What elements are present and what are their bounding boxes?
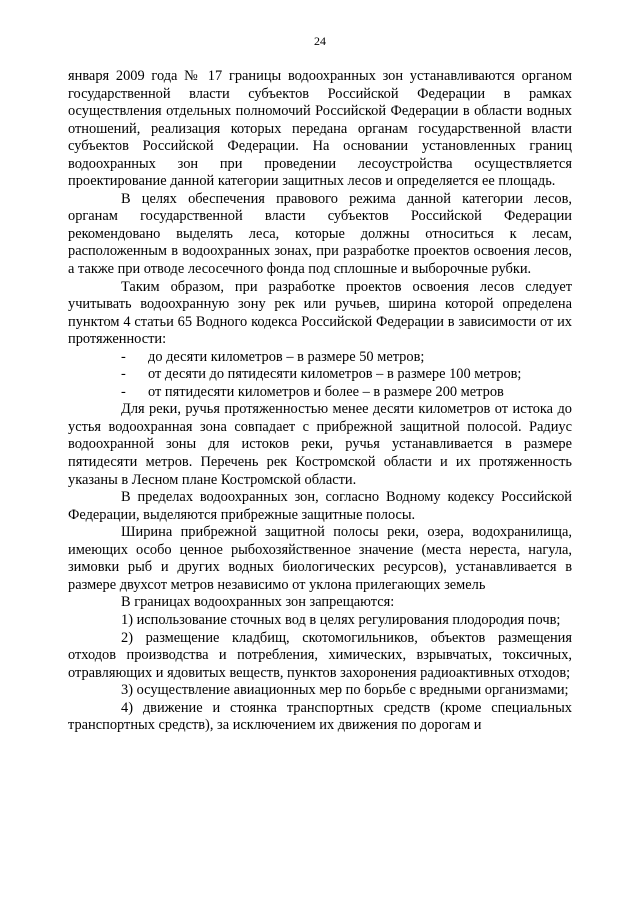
dash-list-item-text: от десяти до пятидесяти километров – в размере 100 метров;	[148, 366, 522, 383]
dash-marker: -	[121, 366, 126, 383]
dash-list-item-text: от пятидесяти километров и более – в размере 200 метров	[148, 383, 504, 400]
paragraph-6: Ширина прибрежной защитной полосы реки, озера, водохранилища, имеющих особо ценное рыбохозяйственное значение (места нереста, нагула, зимовки рыб и других водных биологических ресурсов), устанавливается в размере двухсот метров независимо от уклона прилегающих земель	[68, 524, 572, 593]
paragraph-4: Для реки, ручья протяженностью менее десяти километров от истока до устья водоохранная зона совпадает с прибрежной защитной полосой. Радиус водоохранной зоны для истоков реки, ручья устанавливается в размере пятидесяти метров. Перечень рек Костромской области и их протяженность указаны в Лесном плане Костромской области.	[68, 401, 572, 488]
dash-list-item	[68, 349, 572, 367]
dash-marker: -	[121, 383, 126, 400]
dash-list-item	[68, 384, 572, 402]
dash-marker: -	[121, 348, 126, 365]
paragraph-7: В границах водоохранных зон запрещаются:	[121, 594, 395, 611]
dash-list-item-text: до десяти километров – в размере 50 метров;	[148, 348, 425, 365]
dash-list	[68, 349, 572, 402]
paragraph-11: 4) движение и стоянка транспортных средств (кроме специальных транспортных средств), за исключением их движения по дорогам и	[68, 699, 572, 734]
paragraph-9: 2) размещение кладбищ, скотомогильников, объектов размещения отходов производства и потребления, химических, взрывчатых, токсичных, отравляющих и ядовитых веществ, пунктов захоронения радиоактивных отходов;	[68, 629, 572, 681]
paragraph-1: января 2009 года № 17 границы водоохранных зон устанавливаются органом государственной власти субъектов Российской Федерации в рамках осуществления отдельных полномочий Российской Федерации в области водных отношений, реализация которых передана органам государственной власти субъектов Российской Федерации. На основании установленных границ водоохранных зон при проведении лесоустройства осуществляется проектирование данной категории защитных лесов и определяется ее площадь.	[68, 68, 572, 190]
body-text	[68, 68, 572, 735]
paragraph-10: 3) осуществление авиационных мер по борьбе с вредными организмами;	[121, 682, 569, 699]
page-number: 24	[314, 34, 326, 48]
paragraph-2: В целях обеспечения правового режима данной категории лесов, органам государственной власти субъектов Российской Федерации рекомендовано выделять леса, которые должны относиться к лесам, расположенным в водоохранных зонах, при разработке проектов освоения лесов, а также при отводе лесосечного фонда под сплошные и выборочные рубки.	[68, 190, 572, 278]
paragraph-3: Таким образом, при разработке проектов освоения лесов следует учитывать водоохранную зону рек или ручьев, ширина которой определена пунктом 4 статьи 65 Водного кодекса Российской Федерации в зависимости от их протяженности:	[68, 278, 572, 348]
dash-list-item	[68, 366, 572, 384]
paragraph-8: 1) использование сточных вод в целях регулирования плодородия почв;	[121, 611, 561, 628]
paragraph-5: В пределах водоохранных зон, согласно Водному кодексу Российской Федерации, выделяются прибрежные защитные полосы.	[68, 489, 572, 523]
